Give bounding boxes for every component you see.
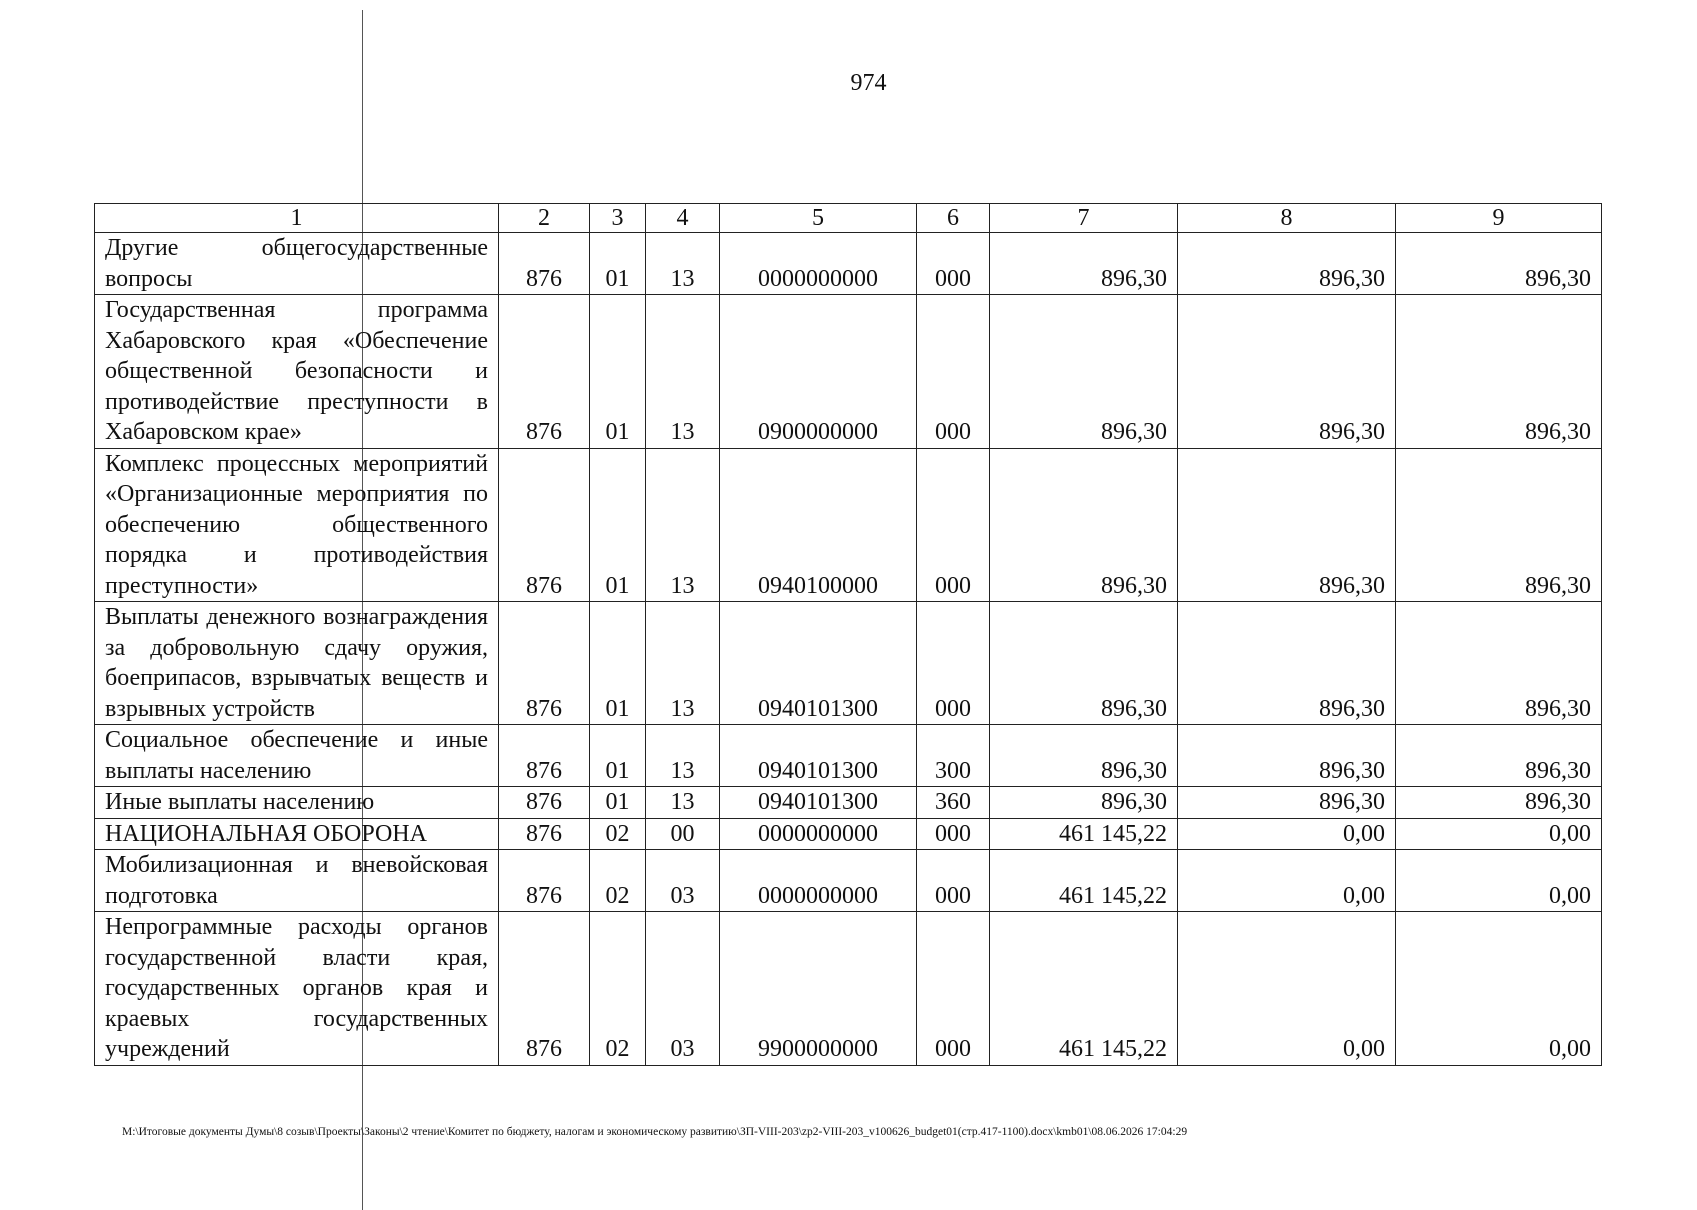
- cell-section: 02: [590, 818, 646, 850]
- cell-amount: 896,30: [990, 233, 1178, 295]
- column-header: 2: [499, 204, 590, 233]
- cell-section: 01: [590, 448, 646, 602]
- cell-expense-type: 360: [917, 787, 990, 819]
- cell-amount: 896,30: [990, 295, 1178, 449]
- cell-section: 01: [590, 725, 646, 787]
- cell-amount: 896,30: [1396, 787, 1602, 819]
- page-number: 974: [850, 70, 887, 96]
- cell-subsection: 00: [646, 818, 720, 850]
- cell-target-article: 0000000000: [720, 233, 917, 295]
- cell-section: 01: [590, 787, 646, 819]
- table-row: [95, 448, 1602, 602]
- cell-code: 876: [499, 912, 590, 1066]
- cell-amount: 896,30: [1178, 233, 1396, 295]
- row-name: Мобилизационная и вневойсковая подготовка: [95, 850, 499, 912]
- table-row: [95, 725, 1602, 787]
- cell-amount: 896,30: [990, 602, 1178, 725]
- column-header: 7: [990, 204, 1178, 233]
- cell-amount: 0,00: [1178, 850, 1396, 912]
- cell-subsection: 13: [646, 448, 720, 602]
- cell-expense-type: 000: [917, 912, 990, 1066]
- cell-amount: 896,30: [1178, 448, 1396, 602]
- row-name: Комплекс процессных мероприятий «Организационные мероприятия по обеспечению общественного порядка и противодействия преступности»: [95, 448, 499, 602]
- cell-expense-type: 000: [917, 818, 990, 850]
- cell-expense-type: 000: [917, 295, 990, 449]
- cell-section: 01: [590, 295, 646, 449]
- cell-expense-type: 000: [917, 233, 990, 295]
- cell-code: 876: [499, 818, 590, 850]
- cell-section: 01: [590, 602, 646, 725]
- row-name: НАЦИОНАЛЬНАЯ ОБОРОНА: [95, 818, 499, 850]
- cell-subsection: 03: [646, 850, 720, 912]
- cell-code: 876: [499, 725, 590, 787]
- cell-code: 876: [499, 787, 590, 819]
- cell-amount: 896,30: [990, 725, 1178, 787]
- table-row: [95, 912, 1602, 1066]
- row-name: Непрограммные расходы органов государственной власти края, государственных органов края и краевых государственных учреждений: [95, 912, 499, 1066]
- cell-target-article: 0940101300: [720, 787, 917, 819]
- table-row: [95, 233, 1602, 295]
- cell-section: 01: [590, 233, 646, 295]
- cell-amount: 896,30: [1178, 602, 1396, 725]
- cell-amount: 896,30: [1396, 233, 1602, 295]
- cell-target-article: 0940101300: [720, 725, 917, 787]
- cell-code: 876: [499, 448, 590, 602]
- cell-expense-type: 000: [917, 850, 990, 912]
- cell-amount: 896,30: [1178, 725, 1396, 787]
- row-name: Государственная программа Хабаровского края «Обеспечение общественной безопасности и противодействие преступности в Хабаровском крае»: [95, 295, 499, 449]
- cell-amount: 0,00: [1396, 818, 1602, 850]
- cell-amount: 896,30: [1178, 787, 1396, 819]
- budget-table: [94, 203, 1602, 1066]
- cell-amount: 896,30: [1396, 725, 1602, 787]
- cell-subsection: 13: [646, 602, 720, 725]
- cell-amount: 896,30: [1396, 295, 1602, 449]
- cell-amount: 0,00: [1178, 912, 1396, 1066]
- cell-amount: 896,30: [1396, 448, 1602, 602]
- column-header: 5: [720, 204, 917, 233]
- row-name: Другие общегосударственные вопросы: [95, 233, 499, 295]
- cell-amount: 0,00: [1396, 850, 1602, 912]
- column-header: 1: [95, 204, 499, 233]
- cell-target-article: 9900000000: [720, 912, 917, 1066]
- cell-subsection: 13: [646, 295, 720, 449]
- cell-amount: 896,30: [1178, 295, 1396, 449]
- column-header: 3: [590, 204, 646, 233]
- cell-amount: 896,30: [990, 787, 1178, 819]
- cell-section: 02: [590, 912, 646, 1066]
- cell-subsection: 13: [646, 725, 720, 787]
- cell-code: 876: [499, 233, 590, 295]
- cell-target-article: 0940100000: [720, 448, 917, 602]
- column-header: 8: [1178, 204, 1396, 233]
- table-row: [95, 295, 1602, 449]
- header-row: [95, 204, 1602, 233]
- column-header: 9: [1396, 204, 1602, 233]
- row-name: Выплаты денежного вознаграждения за добровольную сдачу оружия, боеприпасов, взрывчатых веществ и взрывных устройств: [95, 602, 499, 725]
- table-row: [95, 850, 1602, 912]
- cell-target-article: 0940101300: [720, 602, 917, 725]
- cell-code: 876: [499, 850, 590, 912]
- row-name: Социальное обеспечение и иные выплаты населению: [95, 725, 499, 787]
- cell-subsection: 13: [646, 233, 720, 295]
- column-header: 6: [917, 204, 990, 233]
- cell-section: 02: [590, 850, 646, 912]
- cell-subsection: 03: [646, 912, 720, 1066]
- cell-amount: 461 145,22: [990, 818, 1178, 850]
- cell-target-article: 0900000000: [720, 295, 917, 449]
- cell-amount: 0,00: [1178, 818, 1396, 850]
- cell-code: 876: [499, 295, 590, 449]
- table-row: [95, 787, 1602, 819]
- row-name: Иные выплаты населению: [95, 787, 499, 819]
- cell-code: 876: [499, 602, 590, 725]
- table-row: [95, 818, 1602, 850]
- cell-expense-type: 000: [917, 602, 990, 725]
- cell-amount: 896,30: [990, 448, 1178, 602]
- file-path-footer: M:\Итоговые документы Думы\8 созыв\Проекты\Законы\2 чтение\Комитет по бюджету, налогам и экономическому развитию\ЗП-VIII-203\zp2-VIII-203_v100626_budget01(стр.417-1100).docx\kmb01\08.06.2026 17:04:29: [122, 1126, 1188, 1138]
- cell-amount: 461 145,22: [990, 850, 1178, 912]
- cell-amount: 461 145,22: [990, 912, 1178, 1066]
- cell-amount: 0,00: [1396, 912, 1602, 1066]
- column-header: 4: [646, 204, 720, 233]
- cell-expense-type: 000: [917, 448, 990, 602]
- cell-target-article: 0000000000: [720, 818, 917, 850]
- cell-target-article: 0000000000: [720, 850, 917, 912]
- table-row: [95, 602, 1602, 725]
- cell-amount: 896,30: [1396, 602, 1602, 725]
- cell-subsection: 13: [646, 787, 720, 819]
- cell-expense-type: 300: [917, 725, 990, 787]
